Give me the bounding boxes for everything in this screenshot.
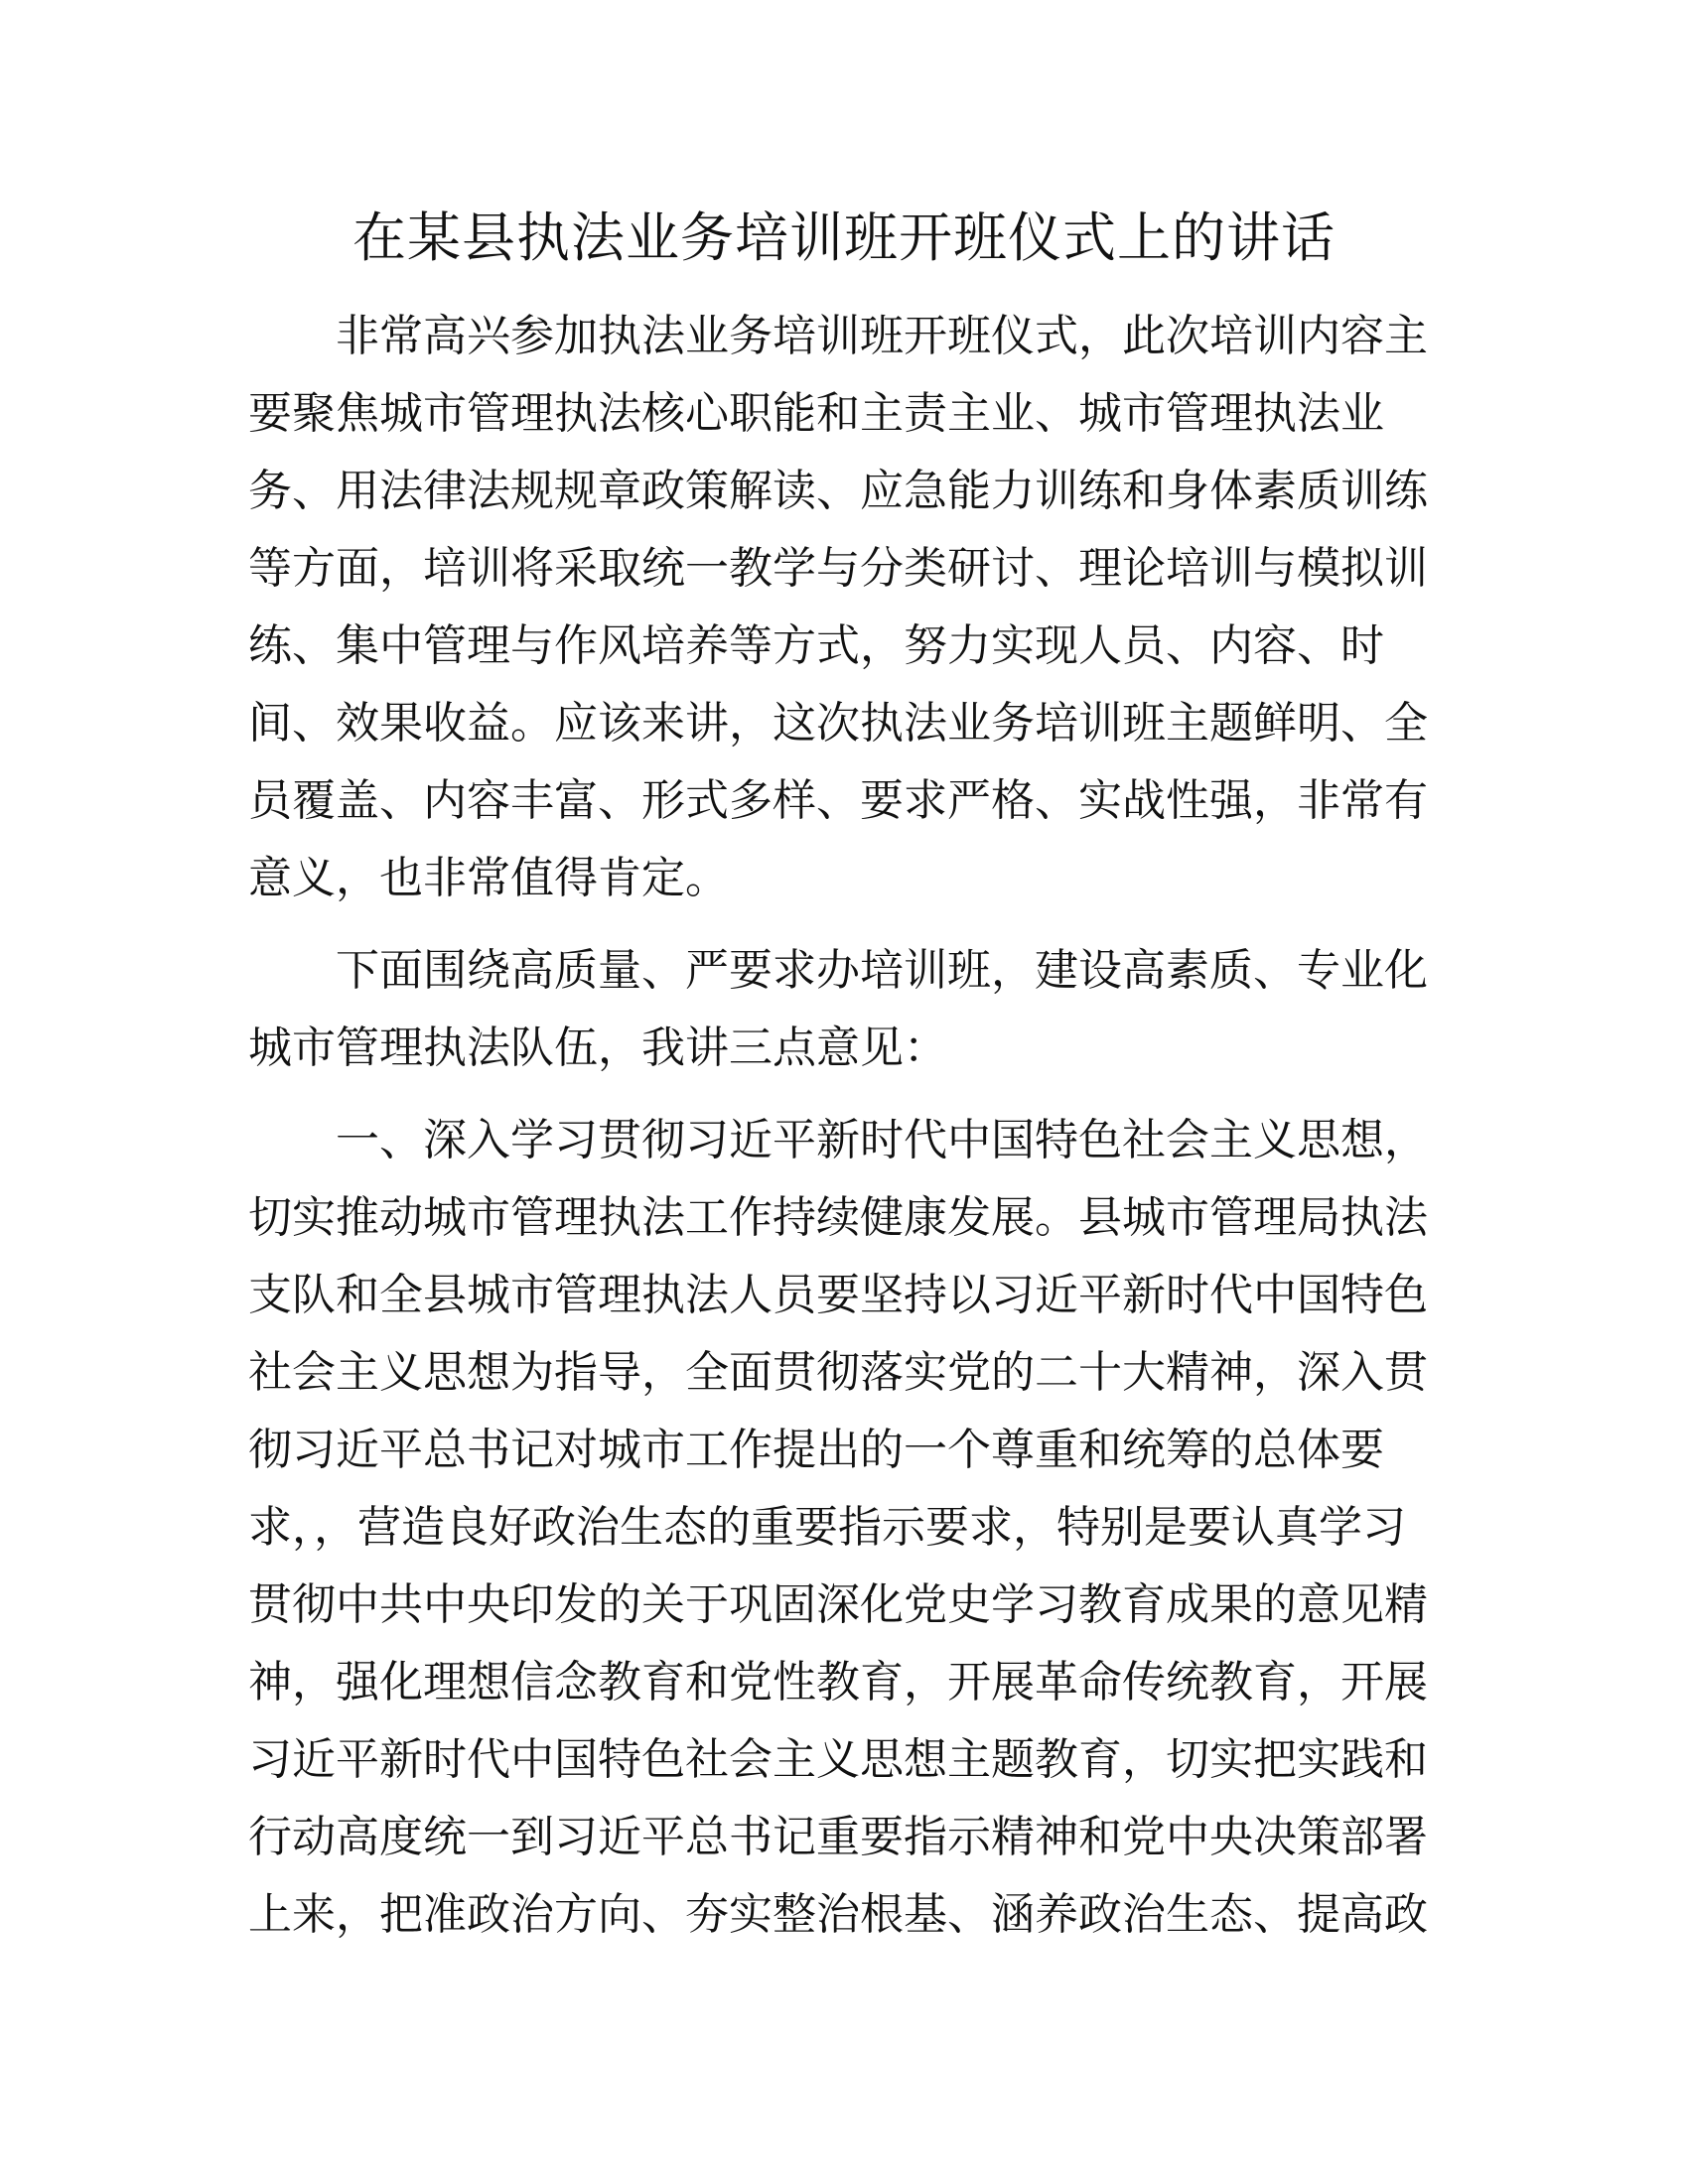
- paragraph-line: 非常高兴参加执法业务培训班开班仪式，此次培训内容主: [336, 311, 1428, 361]
- paragraph-line: 间、效果收益。应该来讲，这次执法业务培训班主题鲜明、全: [248, 698, 1428, 749]
- paragraph-spacer: [248, 1087, 1440, 1102]
- paragraph-line: 城市管理执法队伍，我讲三点意见：: [248, 1023, 947, 1073]
- paragraph-line: 上来，把准政治方向、夯实整治根基、涵养政治生态、提高政: [248, 1889, 1428, 1940]
- paragraph-line: 支队和全县城市管理执法人员要坚持以习近平新时代中国特色: [248, 1270, 1428, 1320]
- paragraph-line: 意义，也非常值得肯定。: [248, 853, 729, 903]
- document-body: [248, 298, 1440, 1954]
- paragraph-line: 要聚焦城市管理执法核心职能和主责主业、城市管理执法业: [248, 388, 1384, 439]
- paragraph-spacer: [248, 917, 1440, 932]
- paragraph-opening: [248, 298, 1440, 917]
- paragraph-line: 社会主义思想为指导，全面贯彻落实党的二十大精神，深入贯: [248, 1347, 1428, 1398]
- paragraph-line: 神，强化理想信念教育和党性教育，开展革命传统教育，开展: [248, 1657, 1428, 1707]
- paragraph-line: 练、集中管理与作风培养等方式，努力实现人员、内容、时: [248, 620, 1384, 671]
- paragraph-line: 等方面，培训将采取统一教学与分类研讨、理论培训与模拟训: [248, 543, 1428, 594]
- document-title: 在某县执法业务培训班开班仪式上的讲话: [352, 206, 1336, 269]
- paragraph-line: 员覆盖、内容丰富、形式多样、要求严格、实战性强，非常有: [248, 775, 1428, 826]
- paragraph-line: 求，，营造良好政治生态的重要指示要求，特别是要认真学习: [248, 1502, 1406, 1553]
- paragraph-line: 行动高度统一到习近平总书记重要指示精神和党中央决策部署: [248, 1812, 1428, 1862]
- paragraph-line: 切实推动城市管理执法工作持续健康发展。县城市管理局执法: [248, 1192, 1428, 1243]
- paragraph-line: 彻习近平总书记对城市工作提出的一个尊重和统筹的总体要: [248, 1425, 1384, 1475]
- paragraph-intro-points: [248, 932, 1440, 1087]
- paragraph-line: 一、深入学习贯彻习近平新时代中国特色社会主义思想，: [336, 1115, 1428, 1165]
- paragraph-line: 下面围绕高质量、严要求办培训班，建设高素质、专业化: [336, 945, 1428, 996]
- paragraph-point-one: [248, 1102, 1440, 1954]
- paragraph-line: 贯彻中共中央印发的关于巩固深化党史学习教育成果的意见精: [248, 1579, 1428, 1630]
- paragraph-line: 习近平新时代中国特色社会主义思想主题教育，切实把实践和: [248, 1734, 1428, 1785]
- paragraph-line: 务、用法律法规规章政策解读、应急能力训练和身体素质训练: [248, 466, 1428, 516]
